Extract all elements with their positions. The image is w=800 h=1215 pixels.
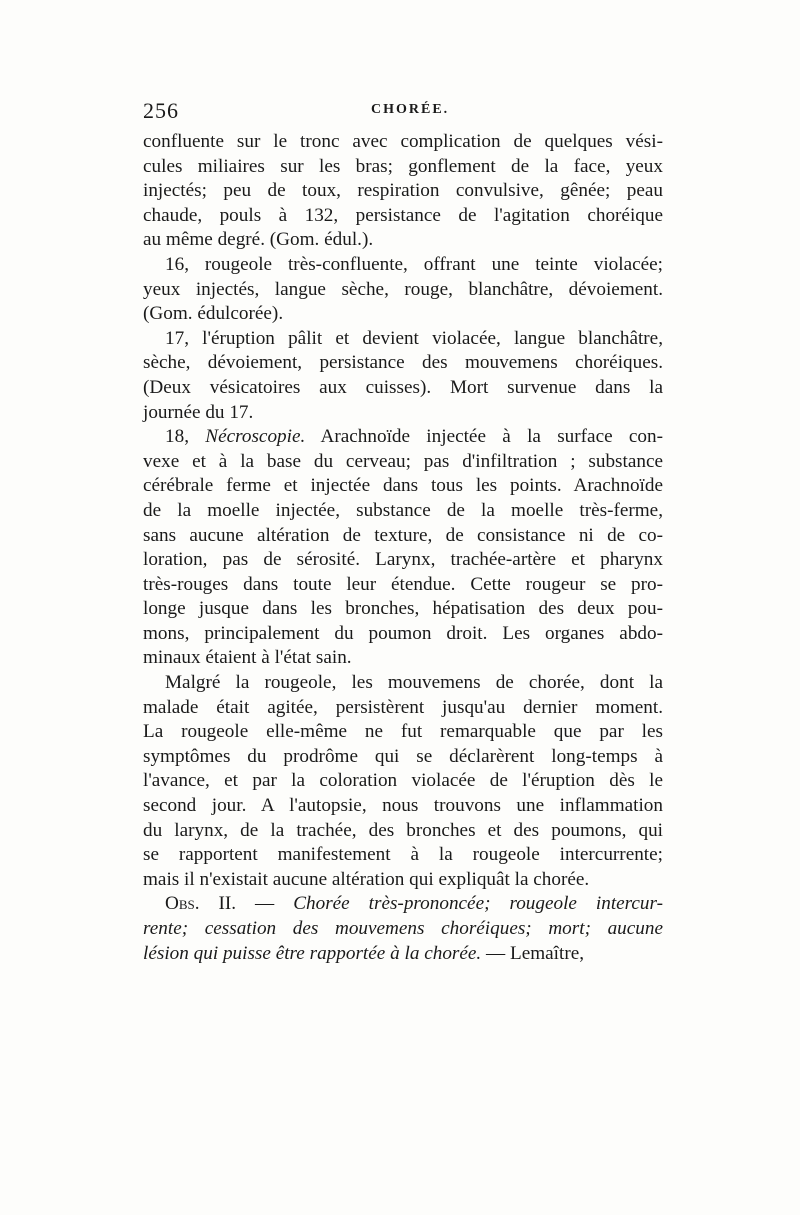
text-line: Malgré la rougeole, les mouvemens de chorée, dont la	[165, 672, 663, 694]
obs-label: Obs. II.	[165, 893, 237, 915]
obs-title-part: lésion qui puisse être rapportée à la chorée.	[143, 942, 482, 964]
text-line: symptômes du prodrôme qui se déclarèrent long-temps à	[143, 745, 663, 767]
text-line-obs	[143, 892, 663, 917]
obs-author: — Lemaître,	[481, 942, 585, 964]
text-line: sans aucune altération de texture, de consistance ni de co-	[143, 524, 663, 546]
text-line: journée du 17.	[143, 401, 254, 423]
paragraph-3	[143, 327, 663, 425]
text-line: mais il n'existait aucune altération qui expliquât la chorée.	[143, 868, 590, 890]
page-number: 256	[143, 98, 179, 123]
text-fragment: Arachnoïde injectée à la surface con-	[305, 426, 663, 448]
running-head: CHORÉE.	[371, 102, 450, 117]
obs-dash: —	[236, 893, 294, 915]
text-line: yeux injectés, langue sèche, rouge, blanchâtre, dévoiement.	[143, 278, 663, 300]
paragraph-4	[143, 425, 663, 671]
paragraph-2	[143, 253, 663, 327]
text-line: au même degré. (Gom. édul.).	[143, 229, 374, 251]
text-line: confluente sur le tronc avec complication de quelques vési-	[143, 131, 663, 152]
necroscopie-heading: Nécroscopie.	[205, 426, 306, 448]
text-line-lead	[143, 425, 663, 450]
day-number: 18,	[165, 426, 206, 448]
text-line: 16, rougeole très-confluente, offrant une teinte violacée;	[165, 253, 663, 275]
text-line: (Gom. édulcorée).	[143, 303, 284, 325]
text-line: cérébrale ferme et injectée dans tous les points. Arachnoïde	[143, 475, 663, 497]
text-line: (Deux vésicatoires aux cuisses). Mort survenue dans la	[143, 376, 663, 398]
text-line: mons, principalement du poumon droit. Les organes abdo-	[143, 622, 663, 644]
text-line: second jour. A l'autopsie, nous trouvons une inflammation	[143, 795, 663, 817]
text-line: sèche, dévoiement, persistance des mouvemens choréiques.	[143, 352, 663, 374]
body-text	[143, 130, 663, 966]
text-line: injectés; peu de toux, respiration convulsive, gênée; peau	[143, 180, 663, 202]
text-line: se rapportent manifestement à la rougeole intercurrente;	[143, 844, 663, 866]
text-line: l'avance, et par la coloration violacée de l'éruption dès le	[143, 770, 663, 792]
text-line: très-rouges dans toute leur étendue. Cette rougeur se pro-	[143, 573, 663, 595]
obs-title-line: rente; cessation des mouvemens choréiques; mort; aucune	[143, 918, 663, 939]
text-line: vexe et à la base du cerveau; pas d'infiltration ; substance	[143, 450, 663, 472]
text-line: malade était agitée, persistèrent jusqu'au dernier moment.	[143, 696, 663, 718]
text-line: longe jusque dans les bronches, hépatisation des deux pou-	[143, 598, 663, 620]
text-line: La rougeole elle-même ne fut remarquable que par les	[143, 721, 663, 743]
text-line: minaux étaient à l'état sain.	[143, 647, 352, 669]
text-line: chaude, pouls à 132, persistance de l'agitation choréique	[143, 204, 663, 226]
text-line: du larynx, de la trachée, des bronches et des poumons, qui	[143, 819, 663, 841]
observation-heading	[143, 892, 663, 966]
text-line: de la moelle injectée, substance de la moelle très-ferme,	[143, 499, 663, 521]
page-header	[143, 98, 663, 128]
text-line: loration, pas de sérosité. Larynx, trachée-artère et pharynx	[143, 549, 663, 571]
obs-title-part: Chorée très-prononcée; rougeole intercur-	[293, 893, 663, 915]
paragraph-5	[143, 671, 663, 892]
paragraph-1	[143, 130, 663, 253]
text-line: 17, l'éruption pâlit et devient violacée, langue blanchâtre,	[165, 327, 663, 349]
text-line: cules miliaires sur les bras; gonflement de la face, yeux	[143, 155, 663, 177]
text-line-obs-end	[143, 942, 663, 967]
